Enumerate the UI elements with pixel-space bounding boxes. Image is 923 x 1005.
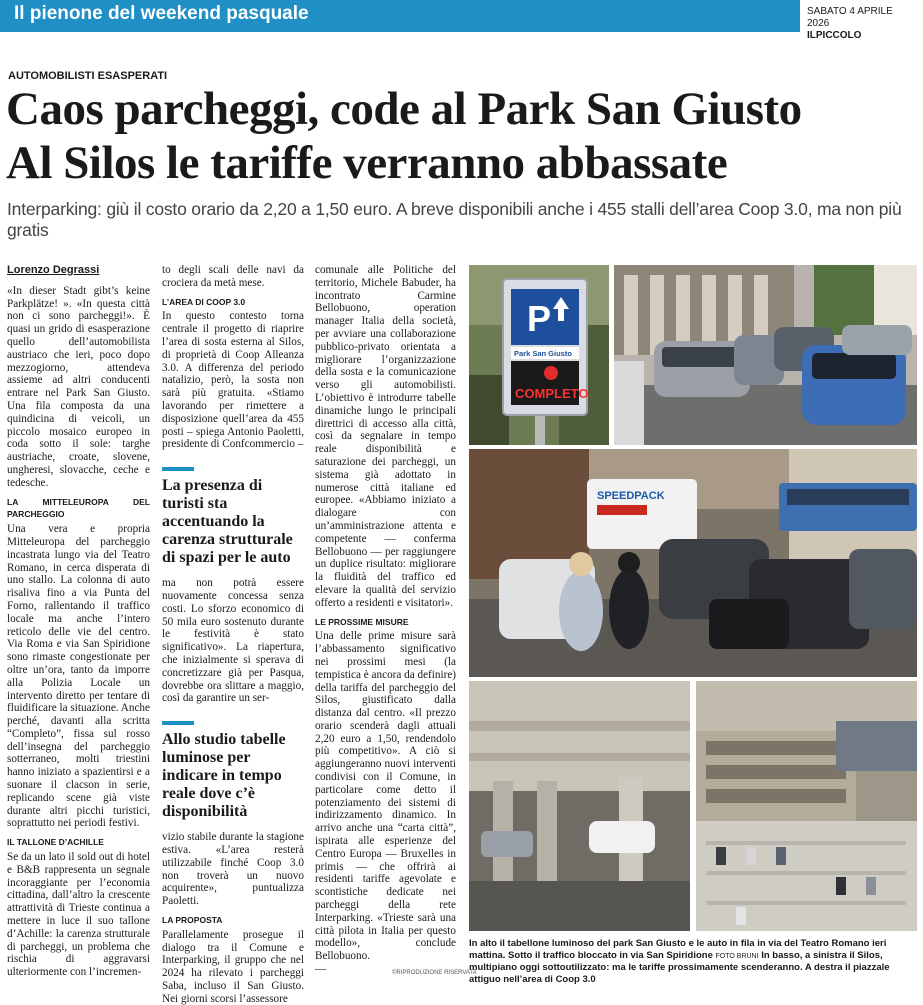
car-queue-illustration xyxy=(614,265,917,445)
photo-car-queue xyxy=(614,265,917,445)
kicker: AUTOMOBILISTI ESASPERATI xyxy=(8,70,168,82)
photo-traffic-jam xyxy=(469,449,917,677)
subheadline: Interparking: giù il costo orario da 2,20 a 1,50 euro. A breve disponibili anche i 455 stalli dell’area Coop 3.0, ma non più gratis xyxy=(7,199,902,240)
photo-aerial-coop xyxy=(696,681,917,931)
sign-name: Park San Giusto xyxy=(514,349,572,358)
pull-quote: La presenza di turisti sta accentuando la carenza strutturale di spazi per le auto xyxy=(162,461,304,567)
aerial-coop-illustration xyxy=(696,681,917,931)
column-2 xyxy=(162,264,304,1005)
paragraph-end-mark: — xyxy=(315,963,327,976)
byline: Lorenzo Degrassi xyxy=(7,264,100,276)
paragraph: Una vera e propria Mitteleuropa del parcheggio incastrata lungo via del Teatro Romano, in cerca disperata di uno stallo. La colonna di auto risaliva fino a via Punta del Forno, rallentando il traffico locale ma anche l’intero reticolo delle vie del centro. Via Roma e via San Spiridione sono rimaste congestionate per oltre un’ora, tanto da imporre alla Polizia Locale un intervento diretto per tentare di fluidificare la situazione. Anche perché, davanti alla scritta “Completo”, fissa sul rosso dell’insegna del parcheggio sotterraneo, molti triestini hanno iniziato a spazientirsi e a suonare il clacson in serie, replicando scene già viste durante altri picchi turistici, soprattutto nei periodi festivi. xyxy=(7,523,150,830)
photo-silos-interior xyxy=(469,681,690,931)
headline-line-2: Al Silos le tariffe verranno abbassate xyxy=(6,137,728,189)
caption-part-1: In alto il tabellone luminoso del park San Giusto e le auto in fila in via del Teatro Romano ieri mattina. Sotto il traffico bloccato in via San Spiridione xyxy=(469,938,887,961)
truck-brand: SPEEDPACK xyxy=(597,490,665,502)
sign-status: COMPLETO xyxy=(515,386,589,401)
column-3 xyxy=(315,264,456,976)
dateline xyxy=(807,6,917,42)
section-title: Il pienone del weekend pasquale xyxy=(14,3,309,24)
paragraph: Una delle prime misure sarà l’abbassamento significativo nei prossimi mesi (la tempistica è ancora da definire) della tariffa del parcheggio del Silos, giustificato dalla distanza dal centro. «Il prezzo orario scenderà dagli attuali 2,20 euro a 1,50, rendendolo più competitivo». A ciò si aggiungeranno nuovi interventi condivisi con il Comune, in particolare come detto il potenziamento dei sistemi di indirizzamento dinamico. In arrivo anche una “carta città”, ispirata alle esperienze del Centro Europa — Bruxelles in primis — che offrirà ai residenti tariffe agevolate e scontistiche dedicate nei parcheggi della rete Interparking. «Trieste sarà una città pilota in Italia per questo modello», conclude Bellobuono. xyxy=(315,630,457,963)
paper-name: ILPICCOLO xyxy=(807,30,862,41)
sign-letter: P xyxy=(527,298,552,339)
headline xyxy=(6,82,802,190)
paragraph: Se da un lato il sold out di hotel e B&B rappresenta un segnale incoraggiante per l’economia cittadina, dall’altro la crescente attrattività di Trieste continua a mettere in luce il suo tallone d’Achille: la carenza strutturale di parcheggi, un problema che rischia di aggravarsi ulteriormente con l’incremen- xyxy=(7,851,150,979)
silos-interior-illustration xyxy=(469,681,690,931)
copyright-notice: ©RIPRODUZIONE RISERVATA xyxy=(392,970,477,976)
column-1 xyxy=(7,264,150,979)
paragraph: In questo contesto torna centrale il progetto di riaprire l’area di sosta esterna al Silos, di proprietà di Coop Alleanza 3.0. A differenza del periodo natalizio, però, la sosta non sarà più gratuita. «Stiamo lavorando per rimettere a disposizione quell’area da 455 posti – spiega Antonio Paoletti, presidente di Confcommercio – xyxy=(162,310,304,451)
section-heading: L’AREA DI COOP 3.0 xyxy=(162,296,246,307)
section-heading: IL TALLONE D’ACHILLE xyxy=(7,837,104,848)
paragraph: ma non potrà essere nuovamente concessa senza costi. Lo sforzo economico di 50 mila euro sostenuto durante le festività è stato significativo». La riapertura, che inizialmente si sperava di concretizzare già per Pasqua, dovrebbe ora slittare a maggio, così da garantire un ser- xyxy=(162,577,304,705)
paragraph: «In dieser Stadt gibt’s keine Parkplätze! ». «In questa città non ci sono parcheggi!». È quasi un grido di esasperazione quello dell’automobilista austriaco che ieri, poco dopo mezzogiorno, attendeva assieme ad altri conducenti entrare nel Park San Giusto. Una fila composta da una quindicina di veicoli, un piccolo mosaico europeo in coda sotto il sole: targhe austriache, croate, slovene, ungheresi, slovacche, ceche e tedesche. xyxy=(7,284,150,489)
photo-credit: FOTO BRUNI xyxy=(715,952,759,960)
section-heading: LA MITTELEUROPA DEL PARCHEGGIO xyxy=(7,496,150,520)
section-banner xyxy=(0,0,800,32)
issue-date: SABATO 4 APRILE 2026 xyxy=(807,6,893,29)
headline-line-1: Caos parcheggi, code al Park San Giusto xyxy=(6,83,802,135)
pull-quote: Allo studio tabelle luminose per indicare in tempo reale dove c’è disponibilità xyxy=(162,715,304,821)
photo-parking-sign xyxy=(469,265,609,445)
paragraph: vizio stabile durante la stagione estiva. «L’area resterà utilizzabile finché Coop 3.0 non troverà un nuovo acquirente», puntualizza Paoletti. xyxy=(162,831,304,908)
photo-caption xyxy=(469,938,917,985)
paragraph: comunale alle Politiche del territorio, Michele Babuder, ha incontrato Carmine Bellobuono, operation manager Italia della società, per avviare una collaborazione pubblico-privato orientata a migliorare l’organizzazione della sosta e la comunicazione verso gli automobilisti. L’obiettivo è introdurre tabelle dinamiche lungo le principali direttrici di accesso alla città, così da segnalare in tempo reale disponibilità e saturazione dei parcheggi, un sistema già adottato in numerose città italiane ed europee. «Abbiamo iniziato a dialogare con un’amministrazione attenta e competente — conferma Bellobuono — per raggiungere un duplice risultato: migliorare la fluidità del traffico ed elevare la qualità del servizio offerto a residenti e visitatori». xyxy=(315,264,456,609)
caption-part-2: In basso, a sinistra il Silos, multipiano oggi sottoutilizzato: ma le tariffe prossimamente scenderanno. A destra il piazzale attiguo nell’area di Coop 3.0 xyxy=(469,949,890,985)
paragraph: to degli scali delle navi da crociera da metà mese. xyxy=(162,264,304,289)
section-heading: LE PROSSIME MISURE xyxy=(315,616,409,627)
paragraph: Parallelamente prosegue il dialogo tra il Comune e Interparking, il gruppo che nel 2024 ha rilevato i parcheggi Saba, incluso il San Giusto. Nei giorni scorsi l’assessore xyxy=(162,928,304,1005)
parking-sign-illustration xyxy=(469,265,609,445)
section-heading: LA PROPOSTA xyxy=(162,914,223,925)
traffic-jam-illustration xyxy=(469,449,917,677)
